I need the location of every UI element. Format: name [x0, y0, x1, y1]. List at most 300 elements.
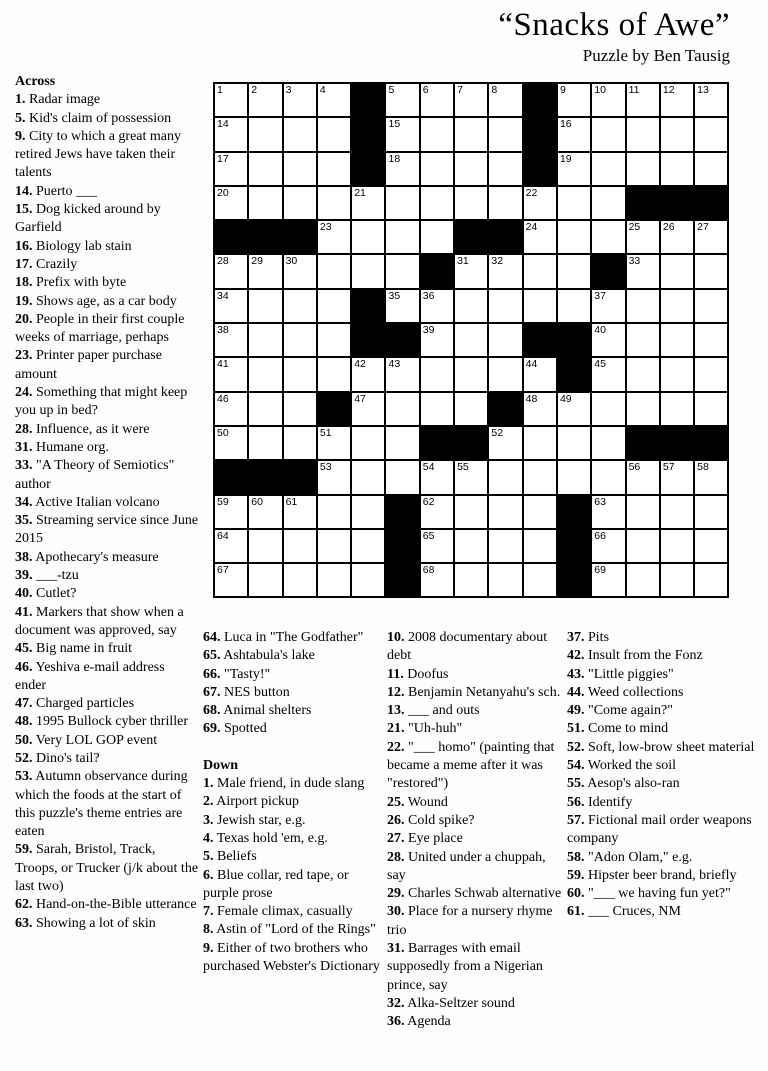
grid-cell[interactable] [249, 427, 281, 459]
grid-cell[interactable] [558, 427, 590, 459]
grid-cell[interactable] [284, 564, 316, 596]
down-clue [387, 794, 567, 812]
across-clue [15, 128, 199, 183]
grid-cell[interactable] [318, 324, 350, 356]
grid-cell[interactable] [421, 118, 453, 150]
grid-cell[interactable] [627, 564, 659, 596]
grid-cell[interactable] [249, 153, 281, 185]
clue-text: Wound [407, 794, 448, 810]
grid-cell[interactable] [489, 324, 521, 356]
grid-cell[interactable] [489, 496, 521, 528]
grid-cell[interactable] [215, 496, 247, 528]
down-clue-list-continued [387, 629, 567, 1032]
grid-cell[interactable] [284, 530, 316, 562]
puzzle-byline: Puzzle by Ben Tausig [582, 46, 730, 65]
grid-cell[interactable] [318, 461, 350, 493]
clue-number: 19. [15, 293, 33, 309]
grid-cell[interactable] [249, 564, 281, 596]
clue-text: Markers that show when a document was approved, say [15, 604, 184, 638]
across-clue [15, 841, 199, 896]
grid-cell[interactable] [249, 255, 281, 287]
grid-cell[interactable] [386, 84, 418, 116]
black-cell [421, 255, 453, 287]
grid-cell[interactable] [695, 461, 727, 493]
grid-cell[interactable] [352, 187, 384, 219]
grid-cell[interactable] [318, 221, 350, 253]
grid-cell[interactable] [352, 393, 384, 425]
clue-number: 41. [15, 604, 33, 620]
grid-cell[interactable] [558, 118, 590, 150]
grid-cell[interactable] [592, 427, 624, 459]
grid-cell[interactable] [695, 496, 727, 528]
grid-cell[interactable] [352, 564, 384, 596]
grid-cell[interactable] [318, 153, 350, 185]
down-clue [567, 867, 765, 885]
cell-number: 3 [285, 84, 292, 96]
clue-text: Streaming service since June 2015 [15, 513, 199, 547]
clue-text: Animal shelters [223, 703, 312, 719]
grid-cell[interactable] [455, 530, 487, 562]
down-clue [387, 739, 567, 794]
grid-cell[interactable] [455, 324, 487, 356]
cell-number: 49 [559, 392, 572, 405]
grid-cell[interactable] [318, 84, 350, 116]
cell-number: 56 [628, 461, 641, 474]
clue-number: 66. [203, 666, 221, 682]
black-cell [352, 153, 384, 185]
cell-number: 4 [319, 84, 326, 96]
grid-cell[interactable] [215, 153, 247, 185]
grid-cell[interactable] [318, 187, 350, 219]
clue-number: 37. [567, 630, 585, 645]
black-cell [558, 358, 590, 390]
grid-cell[interactable] [215, 324, 247, 356]
grid-cell[interactable] [318, 530, 350, 562]
grid-cell[interactable] [661, 461, 693, 493]
grid-cell[interactable] [284, 187, 316, 219]
grid-cell[interactable] [215, 255, 247, 287]
grid-cell[interactable] [489, 564, 521, 596]
grid-cell[interactable] [661, 393, 693, 425]
clue-text: Dog kicked around by Garfield [15, 202, 161, 236]
grid-cell[interactable] [284, 324, 316, 356]
grid-cell[interactable] [215, 530, 247, 562]
grid-cell[interactable] [455, 84, 487, 116]
grid-cell[interactable] [661, 255, 693, 287]
cell-number: 7 [457, 84, 463, 96]
grid-cell[interactable] [284, 118, 316, 150]
down-clue [567, 794, 765, 812]
grid-cell[interactable] [558, 255, 590, 287]
grid-cell[interactable] [627, 118, 659, 150]
grid-cell[interactable] [627, 255, 659, 287]
grid-cell[interactable] [661, 358, 693, 390]
down-clue [203, 830, 381, 848]
clue-text: Something that might keep you up in bed? [15, 385, 188, 419]
grid-cell[interactable] [558, 393, 590, 425]
grid-cell[interactable] [627, 153, 659, 185]
grid-cell[interactable] [524, 393, 556, 425]
across-clue-list-continued [203, 629, 381, 739]
black-cell [524, 118, 556, 150]
grid-cell[interactable] [524, 358, 556, 390]
grid-cell[interactable] [695, 221, 727, 253]
clue-text: Luca in "The Godfather" [224, 630, 364, 645]
grid-cell[interactable] [592, 393, 624, 425]
clue-number: 1. [15, 92, 26, 108]
grid-cell[interactable] [592, 564, 624, 596]
clue-number: 46. [15, 659, 33, 675]
grid-cell[interactable] [627, 84, 659, 116]
clue-number: 68. [203, 703, 221, 719]
grid-cell[interactable] [455, 358, 487, 390]
grid-cell[interactable] [489, 358, 521, 390]
grid-cell[interactable] [524, 496, 556, 528]
grid-cell[interactable] [249, 324, 281, 356]
grid-cell[interactable] [524, 530, 556, 562]
cell-number: 25 [628, 221, 641, 234]
clue-number: 15. [15, 202, 33, 218]
grid-cell[interactable] [455, 393, 487, 425]
grid-cell[interactable] [284, 427, 316, 459]
cell-number: 35 [388, 289, 401, 302]
grid-cell[interactable] [695, 324, 727, 356]
clue-number: 9. [15, 128, 26, 144]
grid-cell[interactable] [249, 496, 281, 528]
grid-cell[interactable] [215, 393, 247, 425]
grid-cell[interactable] [421, 393, 453, 425]
grid-cell[interactable] [661, 496, 693, 528]
grid-cell[interactable] [524, 427, 556, 459]
grid-cell[interactable] [284, 153, 316, 185]
grid-cell[interactable] [421, 290, 453, 322]
clue-number: 31. [387, 941, 405, 957]
grid-cell[interactable] [386, 393, 418, 425]
black-cell [352, 84, 384, 116]
across-clue [15, 567, 199, 585]
crossword-grid [213, 82, 729, 598]
grid-cell[interactable] [386, 255, 418, 287]
clue-text: Humane org. [36, 439, 109, 455]
grid-cell[interactable] [627, 221, 659, 253]
grid-cell[interactable] [558, 153, 590, 185]
clue-text: Big name in fruit [36, 641, 133, 657]
grid-cell[interactable] [249, 187, 281, 219]
grid-cell[interactable] [661, 84, 693, 116]
clue-number: 49. [567, 703, 585, 719]
across-clue [15, 585, 199, 603]
grid-cell[interactable] [249, 393, 281, 425]
grid-cell[interactable] [592, 118, 624, 150]
grid-cell[interactable] [455, 187, 487, 219]
grid-cell[interactable] [524, 290, 556, 322]
grid-cell[interactable] [627, 496, 659, 528]
clue-text: Charged particles [36, 696, 135, 712]
grid-cell[interactable] [284, 358, 316, 390]
grid-cell[interactable] [489, 461, 521, 493]
grid-cell[interactable] [421, 496, 453, 528]
cell-number: 42 [354, 358, 366, 371]
grid-cell[interactable] [661, 118, 693, 150]
grid-cell[interactable] [318, 290, 350, 322]
grid-cell[interactable] [455, 118, 487, 150]
cell-number: 39 [422, 324, 435, 337]
grid-cell[interactable] [627, 358, 659, 390]
grid-cell[interactable] [352, 358, 384, 390]
across-clue [15, 604, 199, 641]
grid-cell[interactable] [695, 530, 727, 562]
clue-number: 28. [15, 421, 33, 437]
cell-number: 12 [662, 84, 675, 96]
grid-cell[interactable] [661, 564, 693, 596]
grid-cell[interactable] [558, 290, 590, 322]
clue-text: United under a chuppah, say [387, 849, 546, 883]
grid-cell[interactable] [215, 84, 247, 116]
grid-cell[interactable] [284, 496, 316, 528]
clue-text: Place for a nursery rhyme trio [387, 904, 553, 938]
clue-text: Soft, low-brow sheet material [588, 739, 755, 755]
clue-text: Weed collections [587, 684, 684, 700]
across-clue [15, 768, 199, 841]
cell-number: 57 [662, 461, 675, 474]
grid-cell[interactable] [421, 564, 453, 596]
grid-cell[interactable] [284, 255, 316, 287]
grid-cell[interactable] [489, 255, 521, 287]
grid-cell[interactable] [318, 255, 350, 287]
grid-cell[interactable] [215, 358, 247, 390]
clue-text: Sarah, Bristol, Track, Troops, or Trucker (j/k about the last two) [15, 842, 199, 895]
grid-cell[interactable] [455, 461, 487, 493]
grid-cell[interactable] [695, 358, 727, 390]
grid-cell[interactable] [455, 564, 487, 596]
grid-cell[interactable] [386, 118, 418, 150]
grid-cell[interactable] [524, 221, 556, 253]
grid-cell[interactable] [489, 187, 521, 219]
grid-cell[interactable] [592, 221, 624, 253]
black-cell [558, 324, 590, 356]
grid-cell[interactable] [592, 84, 624, 116]
grid-cell[interactable] [558, 221, 590, 253]
grid-cell[interactable] [318, 427, 350, 459]
grid-cell[interactable] [352, 496, 384, 528]
grid-cell[interactable] [661, 153, 693, 185]
grid-cell[interactable] [592, 324, 624, 356]
grid-cell[interactable] [249, 84, 281, 116]
grid-cell[interactable] [215, 564, 247, 596]
across-clue [203, 702, 381, 720]
clue-number: 5. [15, 110, 26, 126]
grid-cell[interactable] [661, 290, 693, 322]
grid-cell[interactable] [489, 530, 521, 562]
grid-cell[interactable] [284, 84, 316, 116]
grid-cell[interactable] [524, 187, 556, 219]
grid-cell[interactable] [558, 461, 590, 493]
grid-cell[interactable] [386, 153, 418, 185]
clue-text: Astin of "Lord of the Rings" [216, 922, 376, 938]
cell-number: 52 [491, 426, 504, 439]
grid-cell[interactable] [558, 84, 590, 116]
grid-cell[interactable] [695, 393, 727, 425]
black-cell [489, 393, 521, 425]
down-clue-list [203, 775, 381, 976]
cell-number: 22 [525, 186, 538, 199]
clue-column-2 [203, 629, 381, 976]
black-cell [386, 496, 418, 528]
grid-cell[interactable] [352, 461, 384, 493]
grid-cell[interactable] [352, 221, 384, 253]
clue-text: Crazily [36, 256, 78, 272]
clue-text: "A Theory of Semiotics" author [15, 458, 175, 492]
grid-cell[interactable] [592, 358, 624, 390]
grid-cell[interactable] [318, 118, 350, 150]
grid-cell[interactable] [592, 496, 624, 528]
grid-cell[interactable] [421, 324, 453, 356]
grid-cell[interactable] [318, 564, 350, 596]
grid-cell[interactable] [249, 290, 281, 322]
grid-cell[interactable] [421, 461, 453, 493]
grid-cell[interactable] [695, 118, 727, 150]
grid-cell[interactable] [455, 496, 487, 528]
grid-cell[interactable] [421, 84, 453, 116]
down-clue [567, 684, 765, 702]
grid-cell[interactable] [627, 324, 659, 356]
cell-number: 41 [217, 358, 229, 371]
grid-cell[interactable] [524, 564, 556, 596]
grid-cell[interactable] [592, 187, 624, 219]
grid-cell[interactable] [284, 393, 316, 425]
grid-cell[interactable] [215, 427, 247, 459]
cell-number: 9 [559, 84, 566, 96]
clue-number: 64. [203, 630, 221, 645]
clue-number: 33. [15, 458, 33, 474]
clue-text: "Little piggies" [588, 666, 674, 682]
across-clue [15, 183, 199, 201]
grid-cell[interactable] [489, 153, 521, 185]
clue-text: Very LOL GOP event [35, 732, 158, 748]
grid-cell[interactable] [627, 393, 659, 425]
grid-cell[interactable] [695, 84, 727, 116]
grid-cell[interactable] [455, 255, 487, 287]
grid-cell[interactable] [558, 187, 590, 219]
grid-cell[interactable] [352, 427, 384, 459]
grid-cell[interactable] [352, 530, 384, 562]
grid-cell[interactable] [592, 530, 624, 562]
grid-cell[interactable] [695, 290, 727, 322]
grid-cell[interactable] [455, 290, 487, 322]
clue-text: Autumn observance during which the foods at the start of this puzzle's theme entries are eaten [15, 769, 188, 840]
clue-text: "Tasty!" [224, 666, 271, 682]
grid-cell[interactable] [695, 564, 727, 596]
grid-cell[interactable] [386, 358, 418, 390]
grid-cell[interactable] [489, 427, 521, 459]
across-clue [203, 629, 381, 647]
grid-cell[interactable] [489, 118, 521, 150]
grid-cell[interactable] [318, 496, 350, 528]
grid-cell[interactable] [592, 290, 624, 322]
grid-cell[interactable] [661, 530, 693, 562]
clue-text: ___ Cruces, NM [588, 904, 681, 920]
cell-number: 28 [217, 255, 229, 268]
grid-cell[interactable] [592, 461, 624, 493]
clue-text: Showing a lot of skin [36, 915, 156, 931]
grid-cell[interactable] [421, 221, 453, 253]
grid-cell[interactable] [421, 530, 453, 562]
grid-cell[interactable] [489, 84, 521, 116]
clue-number: 61. [567, 904, 585, 920]
grid-cell[interactable] [627, 530, 659, 562]
down-clue [203, 921, 381, 939]
grid-cell[interactable] [661, 221, 693, 253]
grid-cell[interactable] [386, 187, 418, 219]
down-clue [387, 666, 567, 684]
down-clue [567, 903, 765, 921]
grid-cell[interactable] [249, 530, 281, 562]
clue-number: 67. [203, 684, 221, 700]
clue-text: Hand-on-the-Bible utterance [36, 897, 197, 913]
grid-cell[interactable] [386, 427, 418, 459]
clue-number: 57. [567, 812, 585, 828]
grid-cell[interactable] [421, 358, 453, 390]
black-cell [386, 564, 418, 596]
grid-cell[interactable] [524, 461, 556, 493]
grid-cell[interactable] [455, 153, 487, 185]
grid-cell[interactable] [284, 290, 316, 322]
cell-number: 37 [594, 289, 606, 302]
grid-cell[interactable] [215, 290, 247, 322]
clue-number: 65. [203, 648, 221, 664]
grid-cell[interactable] [215, 187, 247, 219]
clue-number: 3. [203, 812, 214, 828]
grid-cell[interactable] [489, 290, 521, 322]
clue-number: 53. [15, 769, 33, 785]
grid-cell[interactable] [592, 153, 624, 185]
grid-cell[interactable] [386, 290, 418, 322]
grid-cell[interactable] [386, 221, 418, 253]
clue-number: 2. [203, 794, 214, 810]
clue-text: Come to mind [588, 721, 669, 737]
across-clue [15, 915, 199, 933]
grid-cell[interactable] [627, 461, 659, 493]
grid-cell[interactable] [661, 324, 693, 356]
clue-number: 31. [15, 439, 33, 455]
grid-cell[interactable] [695, 255, 727, 287]
masthead [213, 6, 730, 66]
grid-cell[interactable] [249, 118, 281, 150]
clue-number: 69. [203, 721, 221, 737]
across-clue [15, 384, 199, 421]
cell-number: 8 [491, 84, 498, 96]
grid-cell[interactable] [421, 187, 453, 219]
cell-number: 54 [422, 461, 435, 474]
down-clue [387, 849, 567, 886]
grid-cell[interactable] [695, 153, 727, 185]
grid-cell[interactable] [352, 255, 384, 287]
clue-text: Male friend, in dude slang [217, 776, 365, 792]
down-clue [387, 903, 567, 940]
clue-text: Kid's claim of possession [29, 110, 172, 126]
grid-cell[interactable] [318, 358, 350, 390]
clue-text: "Come again?" [588, 703, 673, 719]
grid-cell[interactable] [386, 461, 418, 493]
cell-number: 23 [319, 221, 332, 234]
clue-text: Either of two brothers who purchased Webster's Dictionary [203, 940, 380, 975]
grid-cell[interactable] [627, 290, 659, 322]
grid-cell[interactable] [249, 358, 281, 390]
grid-cell[interactable] [421, 153, 453, 185]
grid-cell[interactable] [215, 118, 247, 150]
cell-number: 32 [491, 255, 504, 268]
grid-cell[interactable] [524, 255, 556, 287]
